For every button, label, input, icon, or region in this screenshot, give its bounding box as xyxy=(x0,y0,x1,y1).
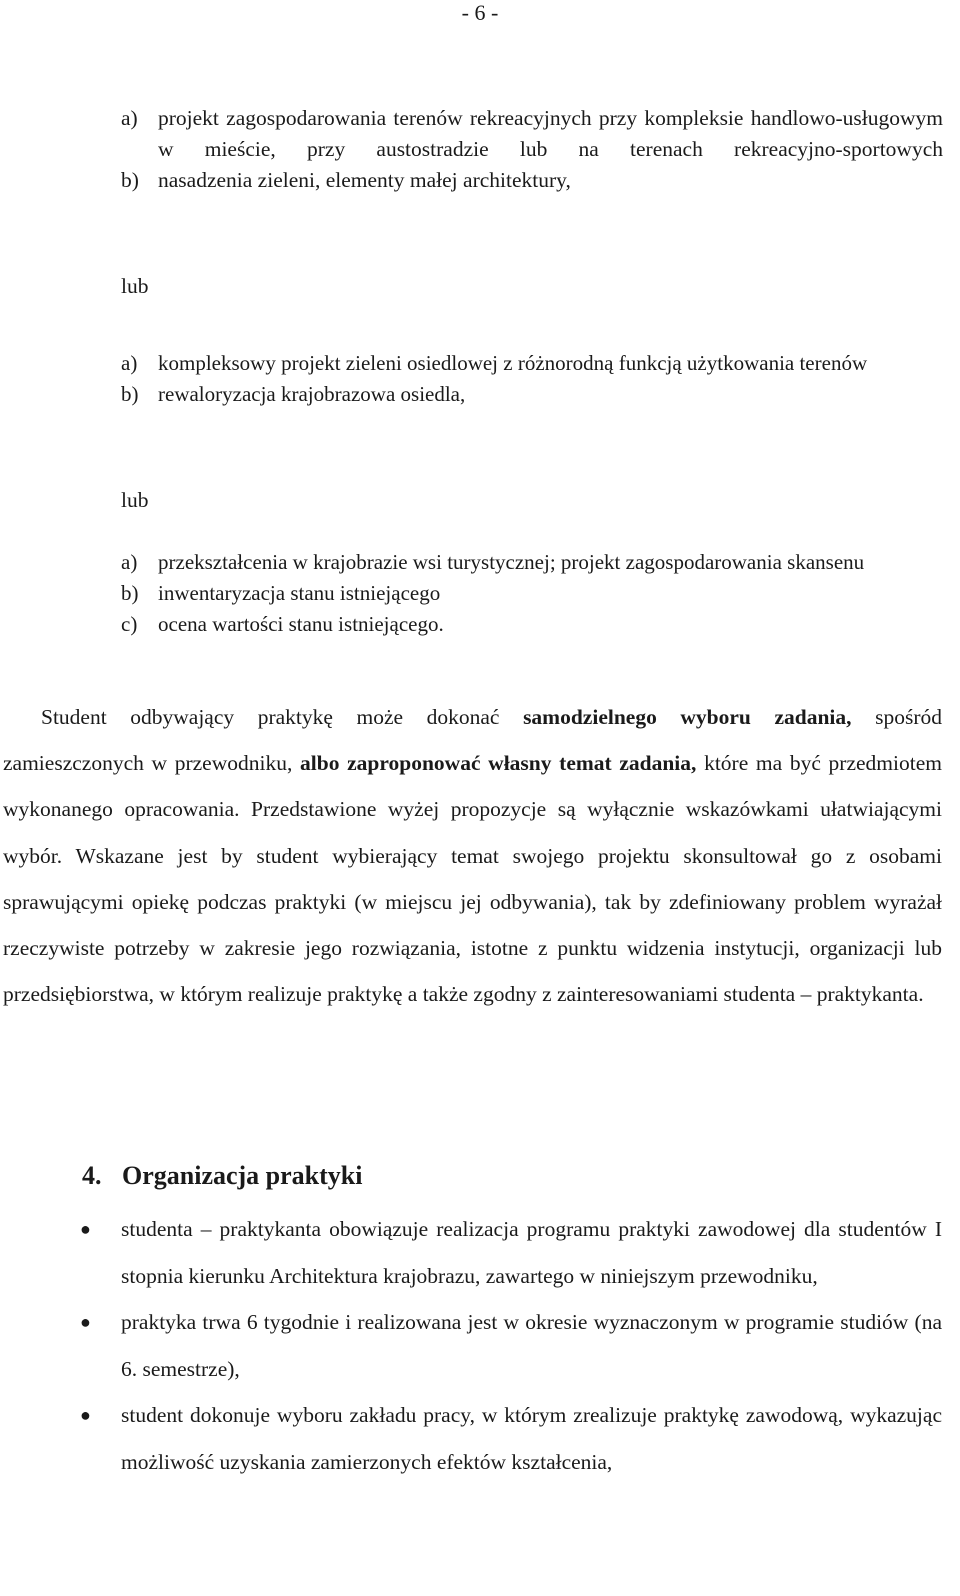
list-marker: b) xyxy=(121,382,139,406)
bullet-item xyxy=(80,1206,942,1299)
body-paragraph xyxy=(3,694,942,1017)
bullet-text: student dokonuje wyboru zakładu pracy, w którym zrealizuje praktykę zawodową, wykazując możliwość uzyskania zamierzonych efektów kształcenia, xyxy=(121,1403,942,1474)
list-item-text: projekt zagospodarowania terenów rekreacyjnych przy kompleksie handlowo-usługowym w mieście, przy austostradzie lub na terenach rekreacyjno-sportowych xyxy=(158,106,943,161)
list-item-text: inwentaryzacja stanu istniejącego xyxy=(158,581,441,605)
list-item xyxy=(121,165,943,196)
list-item xyxy=(121,379,943,410)
list-marker: c) xyxy=(121,612,138,636)
section-heading xyxy=(82,1156,363,1196)
bullet-item xyxy=(80,1299,942,1392)
bullet-text: praktyka trwa 6 tygodnie i realizowana jest w okresie wyznaczonym w programie studiów (na 6. semestrze), xyxy=(121,1310,942,1381)
section-number: 4. xyxy=(82,1161,102,1190)
list-marker: b) xyxy=(121,168,139,192)
option-list-2 xyxy=(121,348,943,410)
bullet-text: studenta – praktykanta obowiązuje realizacja programu praktyki zawodowej dla studentów I stopnia kierunku Architektura krajobrazu, zawartego w niniejszym przewodniku, xyxy=(121,1217,942,1288)
list-item xyxy=(121,103,943,165)
list-item xyxy=(121,609,943,640)
list-item-text: przekształcenia w krajobrazie wsi turystycznej; projekt zagospodarowania skansenu xyxy=(158,550,865,574)
paragraph-text: Student odbywający praktykę może dokonać xyxy=(41,705,524,729)
separator-lub: lub xyxy=(121,274,149,298)
paragraph-bold-text: samodzielnego wyboru zadania, xyxy=(523,705,852,729)
bullet-icon: ● xyxy=(80,1219,91,1239)
option-list-3 xyxy=(121,547,943,640)
page-number: - 6 - xyxy=(461,0,499,25)
list-item xyxy=(121,547,943,578)
list-item-text: ocena wartości stanu istniejącego. xyxy=(158,612,444,636)
bullet-icon: ● xyxy=(80,1312,91,1333)
list-item-text: nasadzenia zieleni, elementy małej architektury, xyxy=(158,168,571,192)
option-list-1 xyxy=(121,103,943,196)
bullet-list xyxy=(80,1206,942,1486)
list-item-text: kompleksowy projekt zieleni osiedlowej z różnorodną funkcją użytkowania terenów xyxy=(158,351,868,375)
section-title: Organizacja praktyki xyxy=(122,1161,363,1190)
bullet-icon: ● xyxy=(80,1405,91,1426)
paragraph-text: spośród zamieszczonych w przewodniku, xyxy=(3,705,942,776)
list-marker: a) xyxy=(121,351,138,375)
paragraph-text: które ma być przedmiotem wykonanego opracowania. Przedstawione wyżej propozycje są wyłącznie wskazówkami ułatwiającymi wybór. Wskazane jest by student wybierający temat swojego projektu skonsultował go z osobami sprawującymi opiekę podczas praktyki (w miejscu jej odbywania), tak by zdefiniowany problem wyrażał rzeczywiste potrzeby w zakresie jego rozwiązania, istotne z punktu widzenia instytucji, organizacji lub przedsiębiorstwa, w którym realizuje praktykę a także zgodny z zainteresowaniami studenta – praktykanta. xyxy=(3,751,942,1007)
list-marker: a) xyxy=(121,106,138,130)
list-marker: a) xyxy=(121,550,138,574)
list-item-text: rewaloryzacja krajobrazowa osiedla, xyxy=(158,382,466,406)
list-item xyxy=(121,578,943,609)
paragraph-bold-text: albo zaproponować własny temat zadania, xyxy=(300,751,697,776)
separator-lub: lub xyxy=(121,488,149,512)
list-marker: b) xyxy=(121,581,139,605)
bullet-item xyxy=(80,1392,942,1485)
list-item xyxy=(121,348,943,379)
